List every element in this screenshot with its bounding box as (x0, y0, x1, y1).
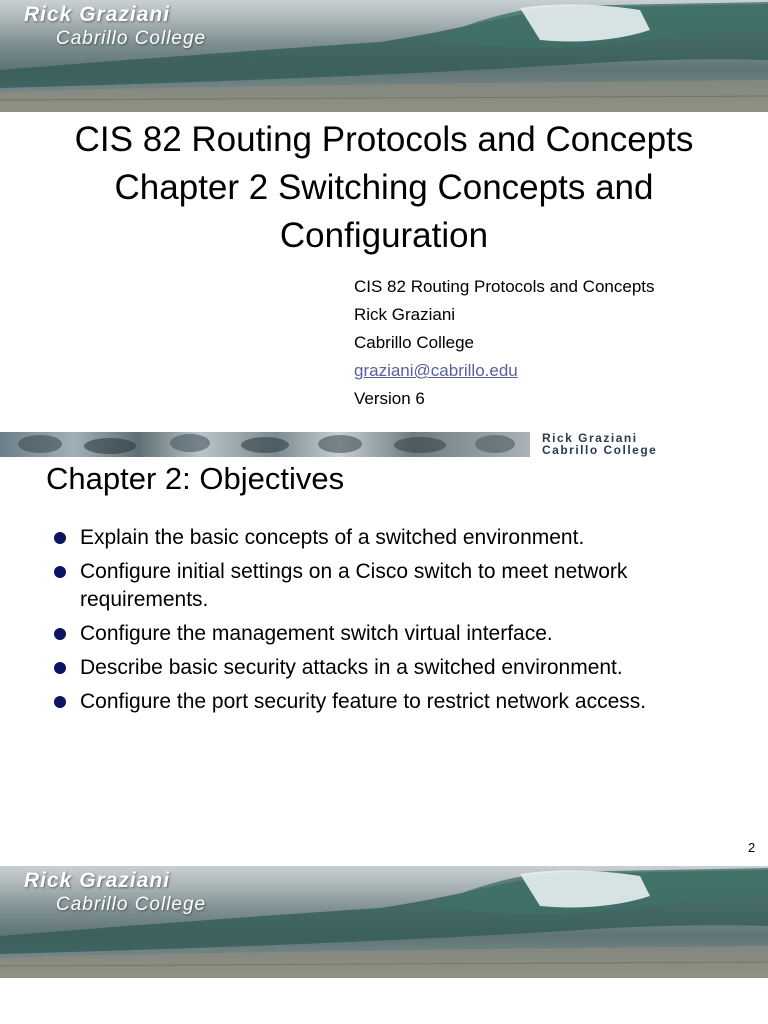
objectives-title: Chapter 2: Objectives (46, 461, 345, 496)
author-info (354, 273, 655, 413)
bullet-icon (54, 532, 66, 544)
strip-college: Cabrillo College (542, 443, 658, 457)
slide-1 (0, 0, 768, 432)
collage-pattern (0, 432, 530, 457)
objectives-list (52, 524, 752, 722)
bullet-icon (54, 566, 66, 578)
strip-name: Rick Graziani (542, 432, 638, 445)
title-line-2: Chapter 2 Switching Concepts and (114, 168, 654, 207)
slide-title (0, 116, 768, 260)
email-link[interactable]: graziani@cabrillo.edu (354, 361, 518, 380)
info-course: CIS 82 Routing Protocols and Concepts (354, 277, 655, 296)
bullet-icon (54, 696, 66, 708)
banner-college: Cabrillo College (56, 28, 207, 49)
banner-2-name: Rick Graziani (24, 869, 171, 892)
info-author: Rick Graziani (354, 305, 456, 324)
page-number: 2 (748, 840, 756, 855)
ocean-wave-banner (0, 0, 768, 112)
info-college: Cabrillo College (354, 333, 475, 352)
objective-item: Explain the basic concepts of a switched environment. (52, 524, 752, 552)
slide-2-header-strip (0, 432, 768, 457)
ocean-wave-banner-2 (0, 866, 768, 978)
objective-item: Configure the management switch virtual interface. (52, 620, 752, 648)
bullet-icon (54, 628, 66, 640)
banner-2-college: Cabrillo College (56, 894, 207, 915)
header-collage-image (0, 432, 530, 457)
info-version: Version 6 (354, 389, 425, 408)
objective-item: Describe basic security attacks in a switched environment. (52, 654, 752, 682)
title-line-1: CIS 82 Routing Protocols and Concepts (74, 120, 694, 159)
objective-item: Configure initial settings on a Cisco switch to meet network requirements. (52, 558, 752, 614)
objective-item: Configure the port security feature to restrict network access. (52, 688, 752, 716)
title-line-3: Configuration (279, 216, 489, 255)
banner-name: Rick Graziani (24, 3, 171, 26)
bullet-icon (54, 662, 66, 674)
